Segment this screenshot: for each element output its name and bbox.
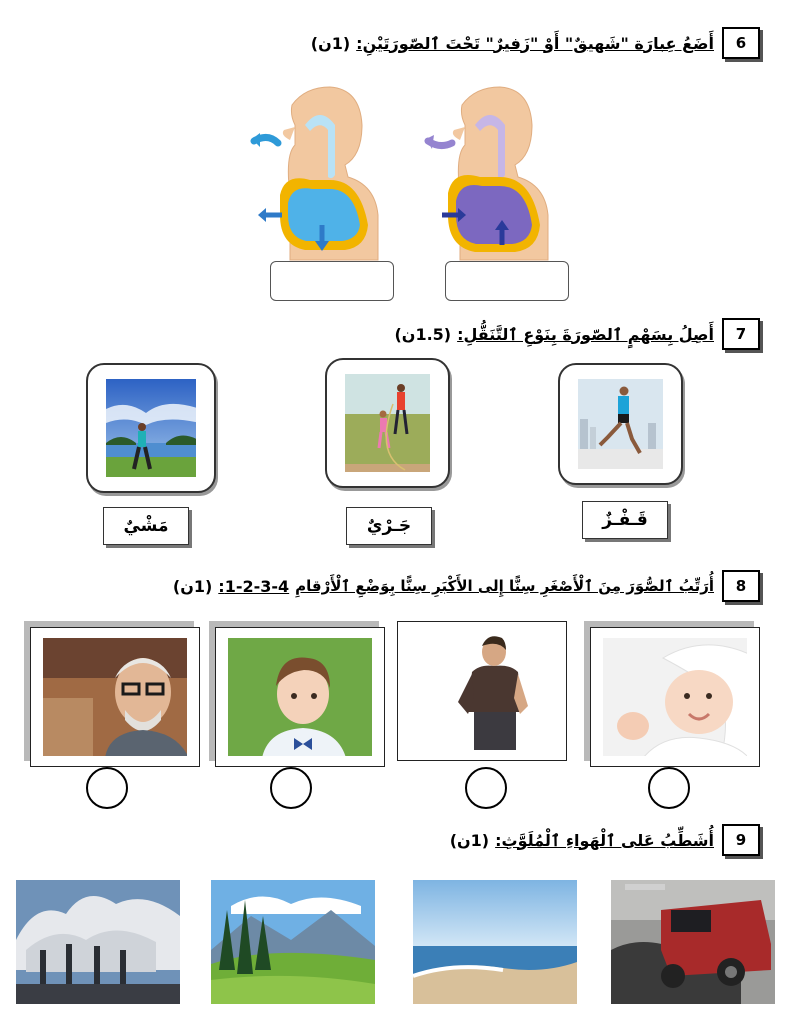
question-7-text: أَصِلُ بِسَهْمٍ ٱلصّورَةَ بِنَوْعِ ٱلتَّنَقُّلِ: xyxy=(457,324,714,344)
label-running: جَـرْيٌ xyxy=(346,507,432,545)
order-circle-toddler[interactable] xyxy=(270,767,312,809)
inhale-illustration xyxy=(420,85,555,265)
baby-photo xyxy=(603,638,747,756)
question-6-header xyxy=(311,25,760,61)
jump-rope-frame xyxy=(325,358,450,488)
question-9-number: 9 xyxy=(722,824,760,856)
order-circle-baby[interactable] xyxy=(648,767,690,809)
question-8-number: 8 xyxy=(722,570,760,602)
question-8-text: أُرَتِّبُ ٱلصُّوَرَ مِنَ ٱلْأَصْغَرِ سِنًّا إِلى الأَكْبَرِ سِنًّا بِوَضْعِ ٱلْأَرْقامِ xyxy=(295,577,714,595)
question-9-header xyxy=(450,822,760,858)
question-8-sequence: 1-2-3-4: xyxy=(218,576,290,596)
exhale-illustration xyxy=(250,85,385,265)
question-6-number: 6 xyxy=(722,27,760,59)
elderly-man-photo xyxy=(43,638,187,756)
exhale-answer-box[interactable] xyxy=(270,261,394,301)
question-6-text: أَضَعُ عِبارَة "شَهيقٌ" أَوْ "زَفيرٌ" تَحْتَ ٱلصّورَتَيْنِ: xyxy=(356,33,714,53)
question-8-score: (1ن) xyxy=(172,576,213,596)
inhale-answer-box[interactable] xyxy=(445,261,569,301)
question-9-text: أُشَطِّبُ عَلى ٱلْهَواءِ ٱلْمُلَوَّثِ: xyxy=(495,830,714,850)
truck-exhaust-photo[interactable] xyxy=(611,880,775,1004)
factory-smoke-photo[interactable] xyxy=(16,880,180,1004)
running-frame xyxy=(558,363,683,485)
order-circle-elderly[interactable] xyxy=(86,767,128,809)
question-7-header xyxy=(394,316,760,352)
label-jumping: قَـفْـزٌ xyxy=(582,501,668,539)
question-8-header xyxy=(173,568,760,604)
label-walking: مَشْيٌ xyxy=(103,507,189,545)
beach-photo[interactable] xyxy=(413,880,577,1004)
question-6-score: (1ن) xyxy=(310,33,351,53)
running-photo xyxy=(578,379,663,469)
baby-frame xyxy=(590,627,760,767)
toddler-frame xyxy=(215,627,385,767)
walking-frame xyxy=(86,363,216,493)
boy-photo xyxy=(410,632,554,750)
walking-photo xyxy=(106,379,196,477)
toddler-photo xyxy=(228,638,372,756)
question-9-score: (1ن) xyxy=(449,830,490,850)
question-7-number: 7 xyxy=(722,318,760,350)
jump-rope-photo xyxy=(345,374,430,472)
boy-frame xyxy=(403,627,573,767)
elderly-man-frame xyxy=(30,627,200,767)
mountain-meadow-photo[interactable] xyxy=(211,880,375,1004)
order-circle-boy[interactable] xyxy=(465,767,507,809)
question-7-score: (1.5ن) xyxy=(394,324,452,344)
